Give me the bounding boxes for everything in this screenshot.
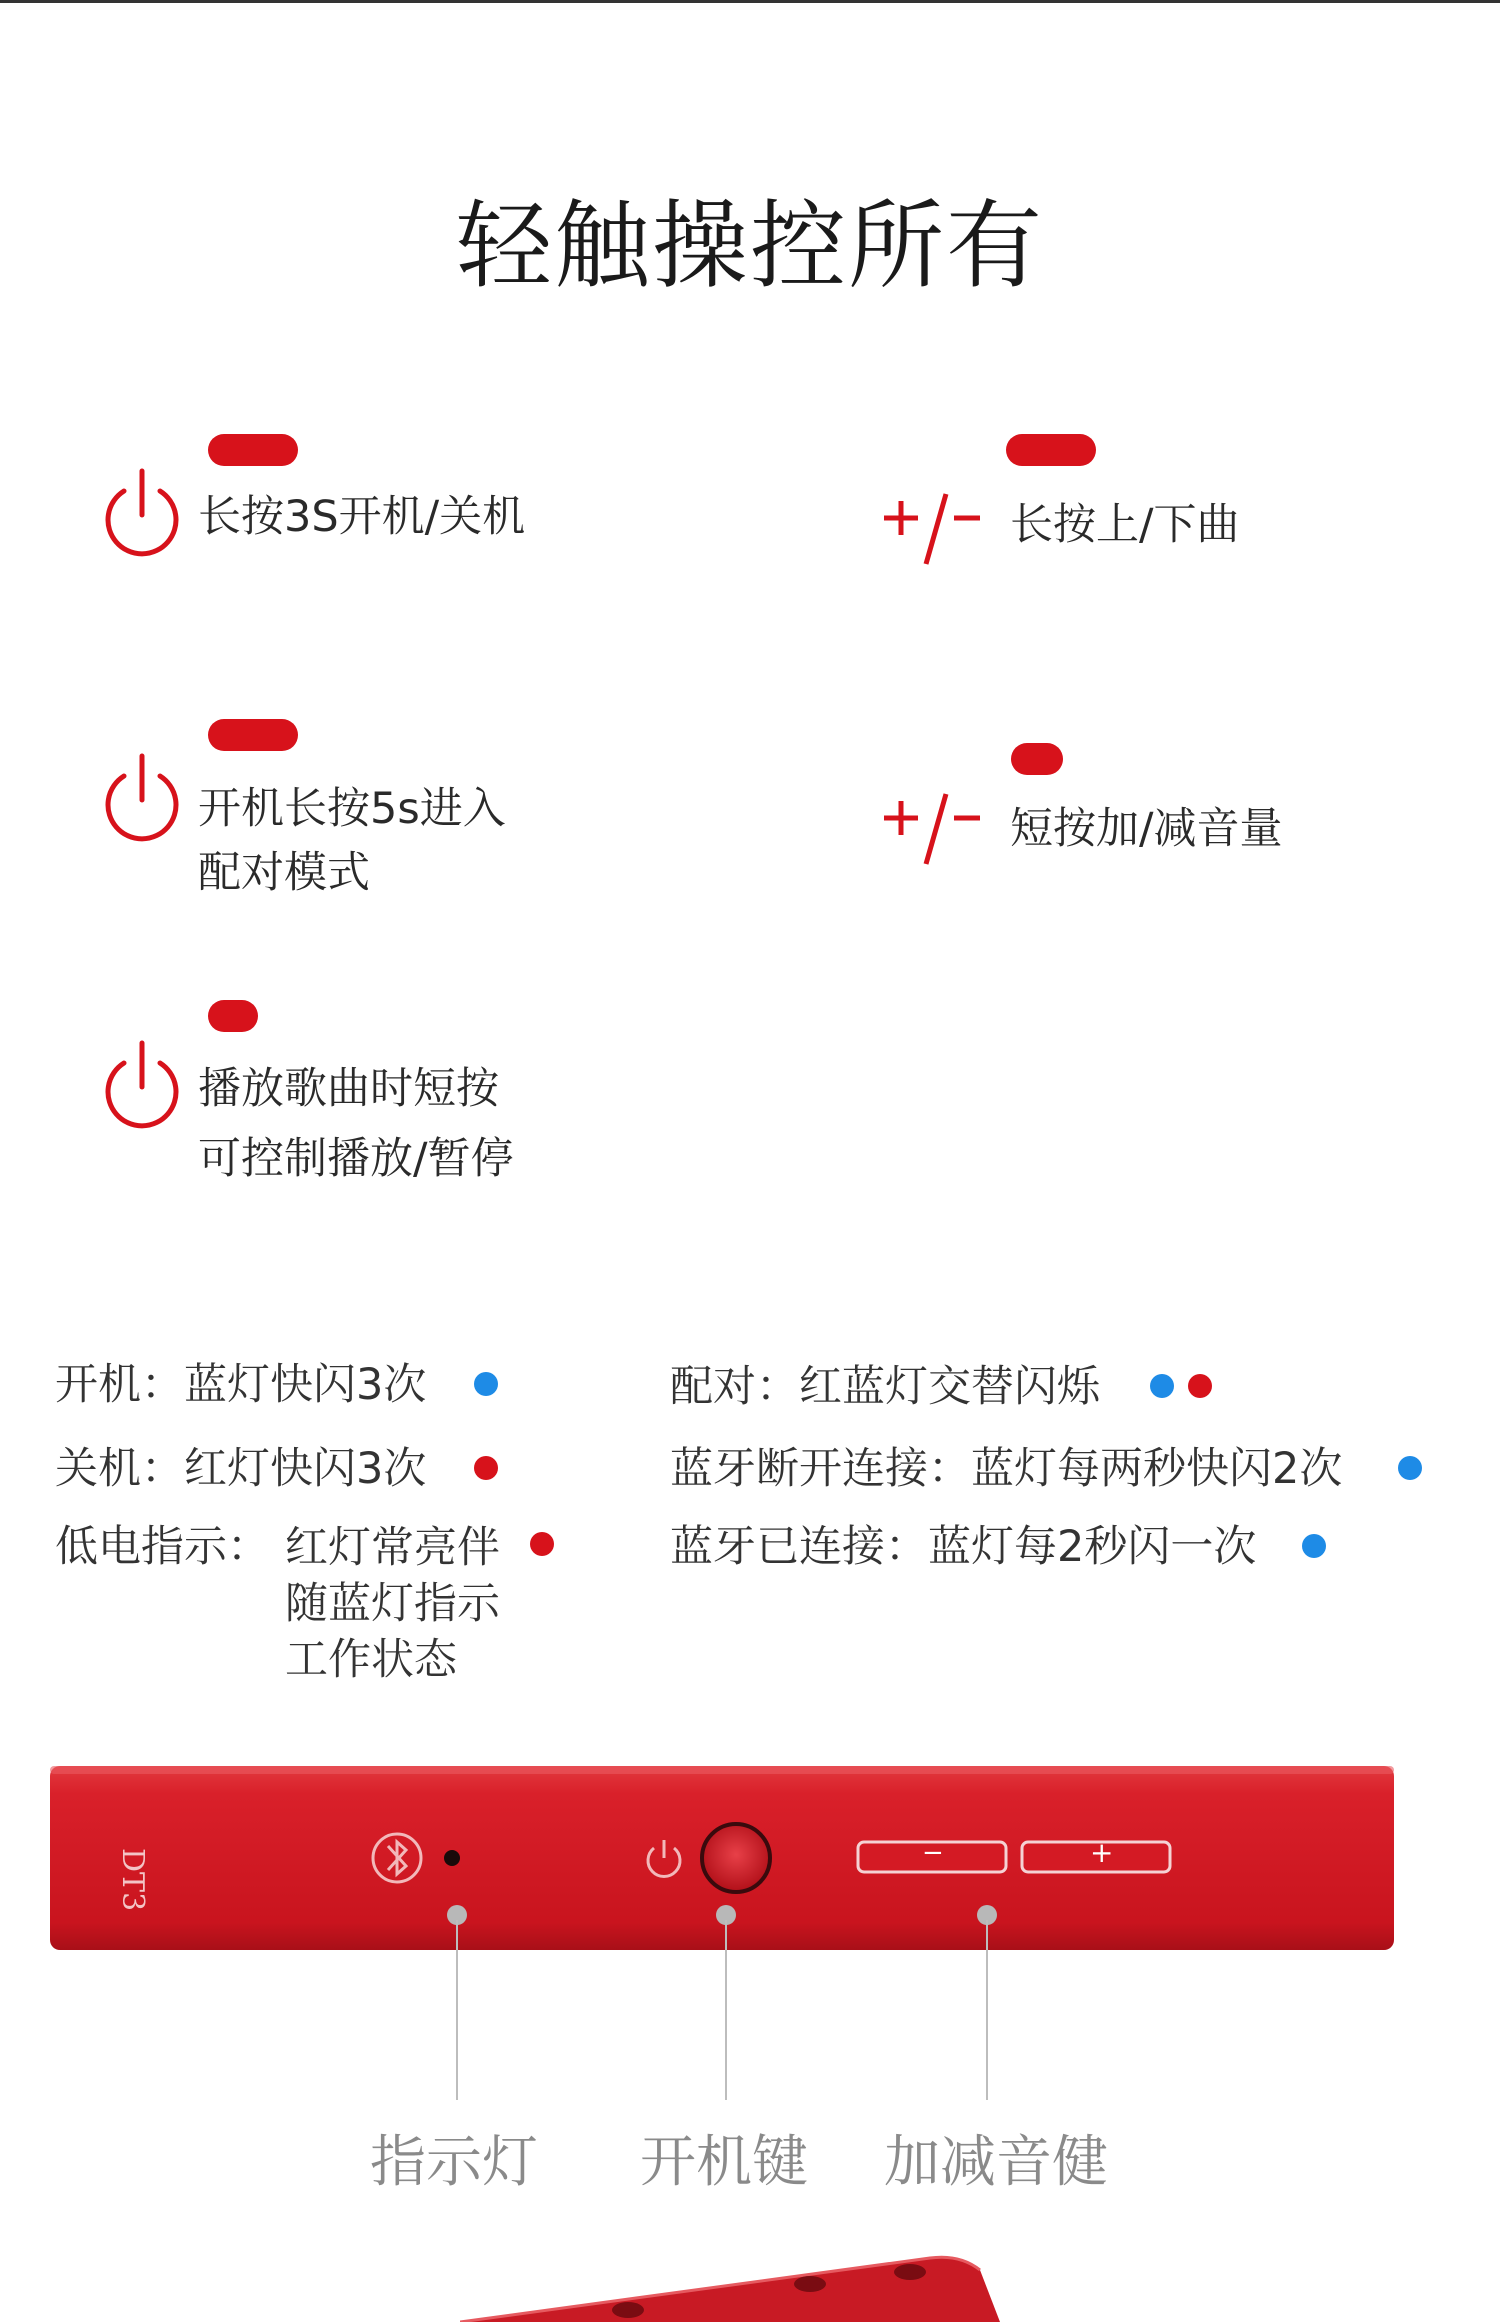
- device-model-label: DT3: [115, 1848, 150, 1912]
- led-low-battery-label: 低电指示：: [55, 1522, 270, 1572]
- long-press-indicator: [208, 434, 298, 466]
- led-low-battery-line3: 工作状态: [285, 1635, 457, 1685]
- callout-volume-key: 加减音健: [884, 2130, 1108, 2195]
- plus-minus-icon: [880, 788, 986, 868]
- led-power-on: 开机：蓝灯快闪3次: [55, 1360, 427, 1410]
- blue-led-dot: [1302, 1534, 1326, 1558]
- long-press-indicator: [208, 719, 298, 751]
- short-press-indicator: [1011, 743, 1063, 775]
- volume-plus-label: +: [1090, 1836, 1114, 1869]
- red-led-dot: [1188, 1374, 1212, 1398]
- plus-minus-icon: [880, 488, 986, 568]
- led-connected: 蓝牙已连接：蓝灯每2秒闪一次: [670, 1522, 1257, 1572]
- led-disconnected: 蓝牙断开连接：蓝灯每两秒快闪2次: [670, 1444, 1343, 1494]
- power-icon: [100, 750, 184, 844]
- volume-long-press-text: 长按上/下曲: [1010, 500, 1240, 550]
- led-low-battery-line1: 红灯常亮伴: [285, 1523, 500, 1573]
- callout-power-key: 开机键: [640, 2130, 808, 2195]
- red-led-dot: [530, 1532, 554, 1556]
- led-pairing: 配对：红蓝灯交替闪烁: [670, 1362, 1100, 1412]
- red-led-dot: [474, 1456, 498, 1480]
- indicator-led: [444, 1850, 460, 1866]
- page-title: 轻触操控所有: [456, 190, 1044, 302]
- short-press-indicator: [208, 1000, 258, 1032]
- led-low-battery-line2: 随蓝灯指示: [285, 1579, 500, 1629]
- power-button[interactable]: [702, 1824, 770, 1892]
- device-bottom-view: [460, 2250, 1020, 2322]
- power-short-press-text-line2: 可控制播放/暂停: [198, 1134, 514, 1184]
- volume-minus-label: −: [922, 1838, 944, 1868]
- power-pair-text-line2: 配对模式: [198, 848, 370, 898]
- long-press-indicator: [1006, 434, 1096, 466]
- callout-line: [986, 1920, 988, 2100]
- blue-led-dot: [474, 1372, 498, 1396]
- led-power-off: 关机：红灯快闪3次: [55, 1444, 427, 1494]
- volume-short-press-text: 短按加/减音量: [1010, 804, 1283, 854]
- power-short-press-text-line1: 播放歌曲时短按: [198, 1064, 499, 1114]
- power-icon: [100, 1037, 184, 1131]
- callout-line: [725, 1920, 727, 2100]
- power-pair-text-line1: 开机长按5s进入: [198, 784, 506, 834]
- callout-indicator-light: 指示灯: [370, 2130, 538, 2195]
- top-border: [0, 0, 1500, 3]
- power-icon: [100, 465, 184, 559]
- blue-led-dot: [1150, 1374, 1174, 1398]
- callout-line: [456, 1920, 458, 2100]
- power-long-press-text: 长按3S开机/关机: [198, 492, 526, 542]
- blue-led-dot: [1398, 1456, 1422, 1480]
